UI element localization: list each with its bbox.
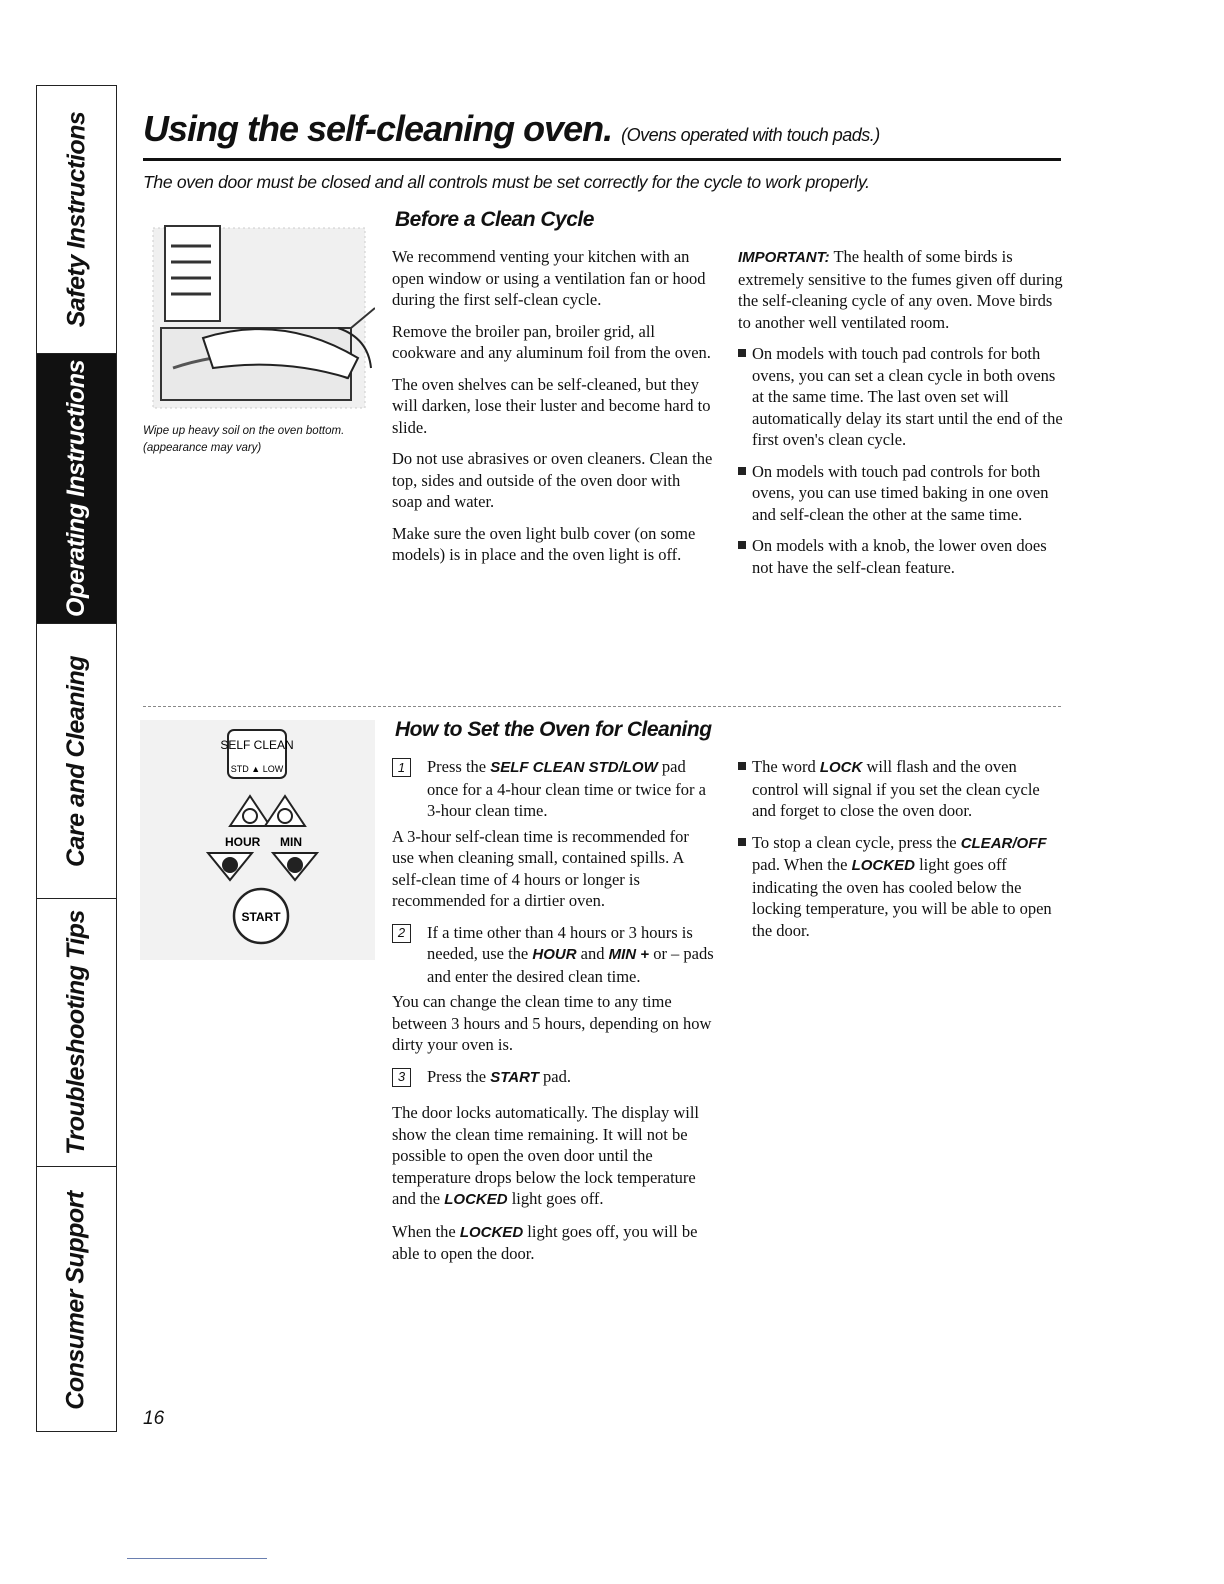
page-number: 16 bbox=[143, 1408, 165, 1429]
bullet-icon bbox=[738, 762, 746, 770]
step-1-note: A 3-hour self-clean time is recommended for use when cleaning small, contained spills. A self-clean time of 4 hours or longer is recommended for a dirtier oven. bbox=[392, 826, 689, 910]
before-clean-column bbox=[392, 246, 714, 576]
sidebar bbox=[36, 85, 117, 1432]
oven-wipe-illustration bbox=[143, 218, 375, 413]
change-note: You can change the clean time to any time between 3 hours and 5 hours, depending on how dirty your oven is. bbox=[392, 992, 712, 1054]
step-number: 1 bbox=[392, 758, 411, 777]
tab-consumer-support[interactable]: Consumer Support bbox=[62, 1190, 90, 1410]
tab-care-and-cleaning[interactable]: Care and Cleaning bbox=[37, 624, 116, 899]
heading-how-to-set: How to Set the Oven for Cleaning bbox=[395, 718, 712, 741]
hour-label: HOUR bbox=[225, 835, 261, 849]
page-title: Using the self-cleaning oven. (Ovens operated with touch pads.) bbox=[143, 108, 880, 149]
paragraph: The oven shelves can be self-cleaned, but they will darken, lose their luster and become hard to slide. bbox=[392, 374, 711, 437]
control-panel-illustration bbox=[140, 720, 375, 960]
self-clean-label: SELF CLEAN bbox=[220, 738, 294, 752]
list-item: On models with a knob, the lower oven does not have the self-clean feature. bbox=[738, 535, 1063, 578]
bullet-icon bbox=[738, 838, 746, 846]
paragraph: Do not use abrasives or oven cleaners. Clean the top, sides and outside of the oven door with soap and water. bbox=[392, 449, 713, 511]
section-divider bbox=[143, 706, 1061, 707]
important-label: IMPORTANT: bbox=[738, 249, 830, 266]
step-3: 3 Press the START pad. bbox=[392, 1066, 714, 1089]
heading-before-clean-cycle: Before a Clean Cycle bbox=[395, 208, 594, 231]
page-subtitle: (Ovens operated with touch pads.) bbox=[621, 125, 880, 145]
tab-troubleshooting-tips[interactable]: Troubleshooting Tips bbox=[37, 899, 116, 1167]
door-locks-note: The door locks automatically. The display will show the clean time remaining. It will not be possible to open the oven door until the temperature drops below the lock temperature and the LOCKED light goes off. bbox=[392, 1103, 700, 1208]
locked-light-note: When the LOCKED light goes off, you will be able to open the door. bbox=[392, 1221, 698, 1263]
step-1: 1 Press the SELF CLEAN STD/LOW pad once for a 4-hour clean time or twice for a 3-hour clean time. bbox=[392, 756, 714, 822]
step-number: 3 bbox=[392, 1068, 411, 1087]
important-column bbox=[738, 246, 1063, 588]
section2-notes-column bbox=[738, 756, 1063, 951]
tab-operating-instructions[interactable]: Operating Instructions bbox=[37, 354, 116, 624]
tab-safety-instructions[interactable]: Safety Instructions bbox=[37, 86, 116, 354]
title-rule bbox=[143, 158, 1061, 161]
bullet-icon bbox=[738, 541, 746, 549]
list-item: On models with touch pad controls for both ovens, you can set a clean cycle in both ovens at the same time. The last oven set will automatically delay its start until the end of the first oven's clean cycle. bbox=[738, 343, 1063, 451]
step-number: 2 bbox=[392, 924, 411, 943]
illustration-caption: Wipe up heavy soil on the oven bottom. (appearance may vary) bbox=[143, 425, 345, 454]
paragraph: We recommend venting your kitchen with an open window or using a ventilation fan or hood during the first self-clean cycle. bbox=[392, 247, 706, 309]
bullet-icon bbox=[738, 349, 746, 357]
start-label: START bbox=[241, 910, 281, 924]
list-item: To stop a clean cycle, press the CLEAR/OFF pad. When the LOCKED light goes off indicating the oven has cooled below the locking temperature, you will be able to open the door. bbox=[738, 832, 1063, 942]
list-item: On models with touch pad controls for both ovens, you can use timed baking in one oven and self-clean the other at the same time. bbox=[738, 461, 1063, 526]
important-note: IMPORTANT: The health of some birds is extremely sensitive to the fumes given off during the self-cleaning cycle of any oven. Move birds to another well ventilated room. bbox=[738, 247, 1063, 332]
paragraph: Make sure the oven light bulb cover (on some models) is in place and the oven light is off. bbox=[392, 523, 696, 564]
paragraph: Remove the broiler pan, broiler grid, all cookware and any aluminum foil from the oven. bbox=[392, 321, 711, 362]
bottom-rule bbox=[127, 1558, 267, 1559]
step-2: 2 If a time other than 4 hours or 3 hours is needed, use the HOUR and MIN + or – pads and enter the desired clean time. bbox=[392, 922, 714, 988]
intro-text: The oven door must be closed and all controls must be set correctly for the cycle to work properly. bbox=[143, 172, 870, 192]
min-label: MIN bbox=[280, 835, 302, 849]
list-item: The word LOCK will flash and the oven control will signal if you set the clean cycle and forget to close the oven door. bbox=[738, 756, 1063, 822]
bullet-icon bbox=[738, 467, 746, 475]
std-low-label: STD ▲ LOW bbox=[230, 764, 284, 774]
how-to-set-column bbox=[392, 756, 714, 1275]
